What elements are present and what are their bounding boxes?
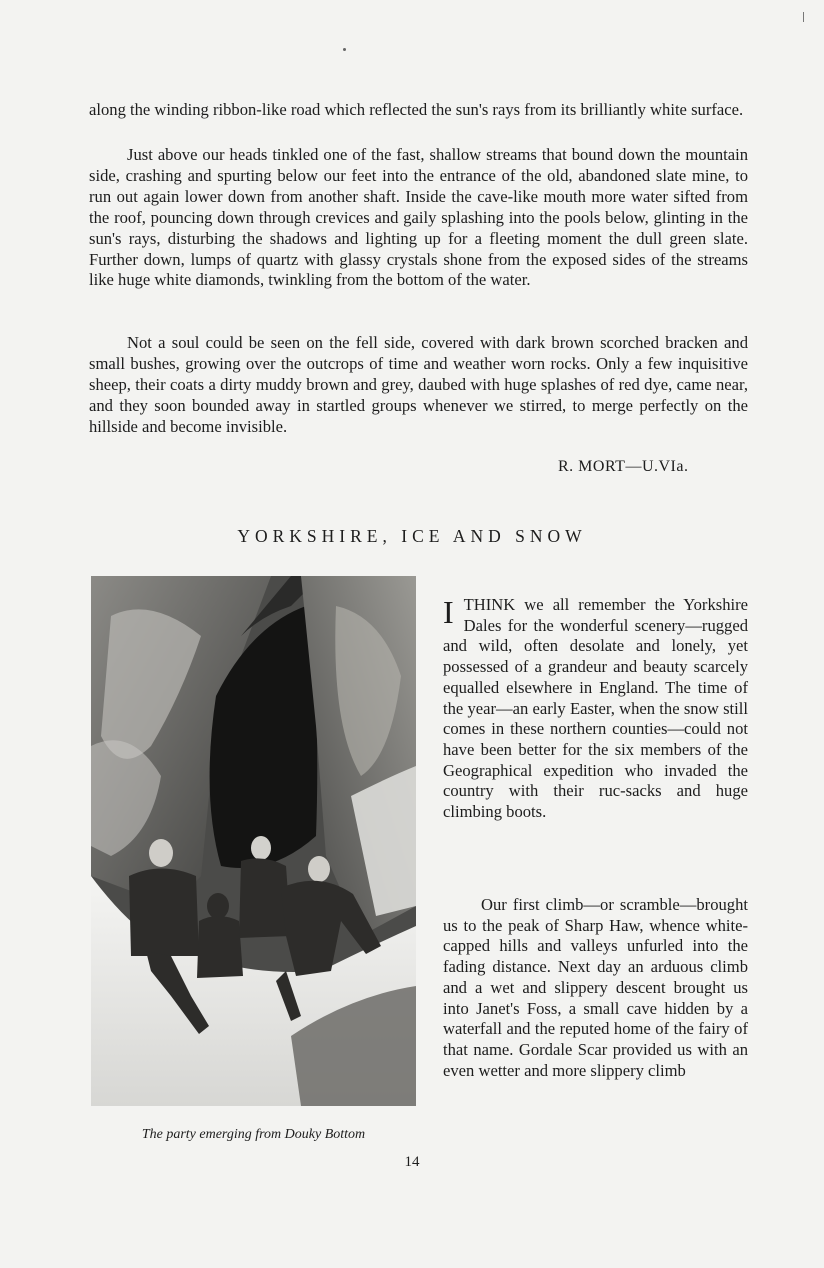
- body-paragraph-2: Just above our heads tinkled one of the fast, shallow streams that bound down the mountain side, crashing and spurting below our feet into the entrance of the old, abandoned slate mine, to run out again lower down from another shaft. Inside the cave-like mouth more water sifted from the roof, pouncing down through crevices and gaily splashing into the pools below, glinting in the sun's rays, disturbing the shadows and lighting up for a fleeting moment the dull green slate. Further down, lumps of quartz with glassy crystals shone from the exposed sides of the streams like huge white diamonds, twinkling from the bottom of the water.: [89, 145, 748, 290]
- cave-photo-illustration: [91, 576, 416, 1106]
- author-signature: R. MORT—U.VIa.: [558, 458, 689, 475]
- article-paragraph-1-text: THINK we all remember the Yorkshire Dales for the wonderful scenery—rugged and wild, often desolate and lonely, yet possessed of a grandeur and beauty scarcely equalled elsewhere in England. The time of the year—an early Easter, when the snow still comes in these northern counties—could not have been better for the six members of the Geographical expedition who invaded the country with their ruc-sacks and huge climbing boots.: [443, 595, 748, 822]
- paper-speck: [343, 48, 346, 51]
- page-number: 14: [404, 1154, 420, 1170]
- page-edge-mark: [803, 12, 804, 22]
- article-paragraph-2: Our first climb—or scramble—brought us to the peak of Sharp Haw, whence white-capped hills and valleys unfurled into the fading distance. Next day an arduous climb and a wet and slippery descent brought us into Janet's Foss, a small cave hidden by a waterfall and the reputed home of the fairy of that name. Gordale Scar provided us with an even wetter and more slippery climb: [443, 895, 748, 1080]
- body-paragraph-3: Not a soul could be seen on the fell side, covered with dark brown scorched bracken and small bushes, growing over the outcrops of time and weather worn rocks. Only a few inquisitive sheep, their coats a dirty muddy brown and grey, daubed with huge splashes of red dye, came near, and they soon bounded away in startled groups whenever we stirred, to merge perfectly on the hillside and become invisible.: [89, 333, 748, 436]
- article-title: YORKSHIRE, ICE AND SNOW: [237, 526, 587, 546]
- photo-caption: The party emerging from Douky Bottom: [141, 1127, 366, 1142]
- article-paragraph-1: [443, 595, 748, 823]
- body-paragraph-1: along the winding ribbon-like road which reflected the sun's rays from its brilliantly white surface.: [89, 100, 744, 119]
- drop-cap: I: [443, 594, 454, 630]
- cave-photograph: [91, 576, 416, 1106]
